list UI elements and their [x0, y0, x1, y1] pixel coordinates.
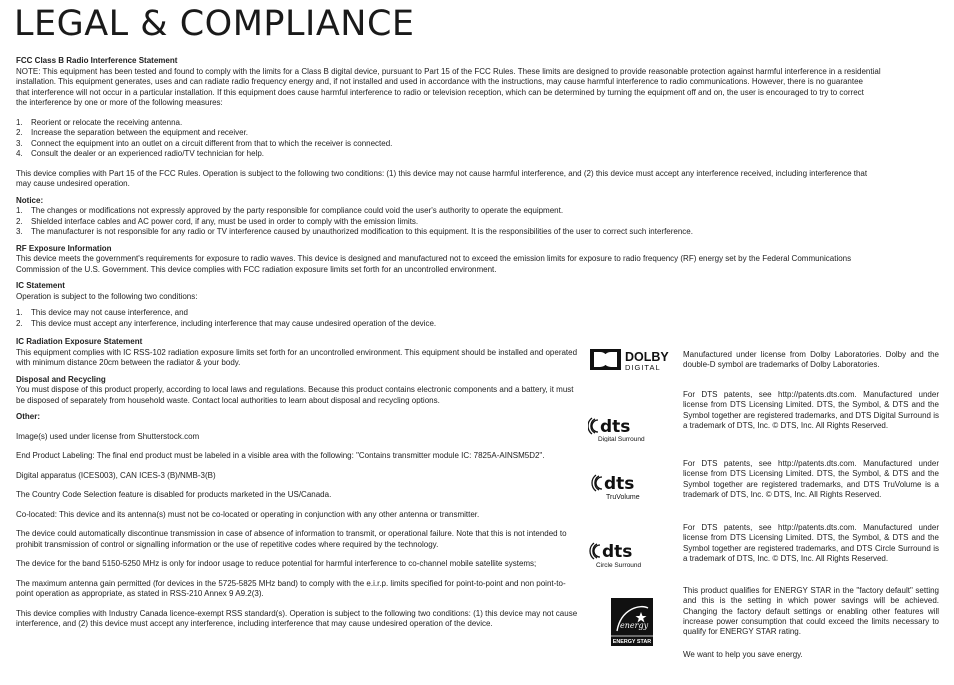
fcc-line: the interference by one or more of the following measures: — [16, 98, 223, 107]
other-paragraph: The device could automatically discontinue transmission in case of absence of information to transmit, or operational failure. Note that this is not intended to prohibit transmission of control or signalling information or the use of repetitive codes where required by the technology. — [16, 529, 567, 549]
disposal-text: You must dispose of this product properly, according to local laws and regulations. Because this product contains electronic components and a battery, it must be disposed of separately from household waste. Contact local authorities to learn about disposal and recycling options. — [16, 385, 574, 405]
list-item: 2. This device must accept any interference, including interference that may cause undesired operation of the device. — [16, 318, 437, 328]
dts-brand: dts — [604, 474, 635, 494]
dts-digital-surround-logo — [588, 412, 648, 442]
list-item: 3. The manufacturer is not responsible for any radio or TV interference caused by unauthorized modification to this equipment. It is the responsibilities of the user to correct such interference. — [16, 227, 693, 236]
other-paragraph: The Country Code Selection feature is disabled for products marketed in the US/Canada. — [16, 490, 332, 499]
list-item: 2. Increase the separation between the equipment and receiver. — [16, 128, 249, 137]
ic-radiation-heading: IC Radiation Exposure Statement — [16, 337, 143, 346]
list-item: 4. Consult the dealer or an experienced radio/TV technician for help. — [16, 149, 265, 158]
other-paragraph: The device for the band 5150-5250 MHz is only for indoor usage to reduce potential for harmful interference to co-channel mobile satellite systems; — [16, 559, 537, 568]
dolby-brand: DOLBY — [625, 350, 669, 364]
page-title: LEGAL & COMPLIANCE — [14, 4, 415, 44]
svg-text:energy: energy — [620, 621, 649, 630]
energy-star-footer: We want to help you save energy. — [683, 650, 803, 659]
list-item: 1. Reorient or relocate the receiving antenna. — [16, 117, 183, 127]
full-width-section — [16, 56, 954, 329]
rf-heading: RF Exposure Information — [16, 243, 112, 253]
list-item: 1. The changes or modifications not expressly approved by the party responsible for compliance could void the user's authority to operate the equipment. — [16, 206, 564, 215]
dts-digital-license-text: For DTS patents, see http://patents.dts.com. Manufactured under license from DTS Licensing Limited. DTS, the Symbol, & DTS and the Symbol together are registered trademarks, and DTS Digital Surround is a trademark of DTS, Inc. © DTS, Inc. All Rights Reserved. — [683, 390, 939, 430]
fcc-heading: FCC Class B Radio Interference Statement — [16, 56, 178, 65]
dts-truvolume-logo — [588, 469, 648, 501]
disposal-heading: Disposal and Recycling — [16, 374, 106, 384]
fcc-line: installation. This equipment generates, uses and can radiate radio frequency energy and, if not installed and used in accordance with the instructions, may cause harmful interference to radio communications. However, there is no guarantee — [16, 77, 864, 86]
left-column — [16, 337, 581, 630]
fcc-compliance-line: This device complies with Part 15 of the FCC Rules. Operation is subject to the following two conditions: (1) this device may not cause harmful interference, and (2) this device must accept any interference received, including interference that — [16, 168, 868, 178]
fcc-measures-list — [16, 118, 954, 160]
other-paragraph: Co-located: This device and its antenna(s) must not be co-located or operating in conjunction with any other antenna or transmitter. — [16, 509, 480, 519]
notice-heading: Notice: — [16, 195, 44, 205]
other-paragraph: Digital apparatus (ICES003), CAN ICES-3 (B)/NMB-3(B) — [16, 470, 216, 480]
ic-heading: IC Statement — [16, 281, 65, 290]
dolby-sub: DIGITAL — [625, 363, 661, 372]
dolby-license-text: Manufactured under license from Dolby Laboratories. Dolby and the double-D symbol are trademarks of Dolby Laboratories. — [683, 350, 939, 370]
list-item: 2. Shielded interface cables and AC power cord, if any, must be used in order to comply with the emission limits. — [16, 216, 419, 226]
dts-sub: TruVolume — [606, 494, 640, 501]
dts-sub: Digital Surround — [598, 436, 645, 442]
ic-intro: Operation is subject to the following two conditions: — [16, 291, 198, 301]
other-paragraph: Image(s) used under license from Shutterstock.com — [16, 431, 200, 441]
ic-radiation-text: This equipment complies with IC RSS-102 radiation exposure limits set forth for an uncontrolled environment. This equipment should be installed and operated with minimum distance 20cm between the radiator & your body. — [16, 347, 578, 367]
other-paragraph: The maximum antenna gain permitted (for devices in the 5725-5825 MHz band) to comply with the e.i.r.p. limits specified for point-to-point and non point-to-point operation as appropriate, as stated in RSS-210 Annex 9 A9.2(3). — [16, 578, 566, 598]
dts-circle-license-text: For DTS patents, see http://patents.dts.com. Manufactured under license from DTS Licensing Limited. DTS, the Symbol, & DTS and the Symbol together are registered trademarks, and DTS Circle Surround is a trademark of DTS, Inc. © DTS, Inc. All Rights Reserved. — [683, 523, 939, 563]
other-paragraph: This device complies with Industry Canada licence-exempt RSS standard(s). Operation is subject to the following two conditions: (1) this device may not cause interference, and (2) this device must accept any interference, including interference that may cause undesired operation of the device. — [16, 608, 578, 628]
dts-truvolume-license-text: For DTS patents, see http://patents.dts.com. Manufactured under license from DTS Licensing Limited. DTS, the Symbol, & DTS and the Symbol together are registered trademarks, and DTS TruVolume is a trademark of DTS, Inc. © DTS, Inc. All Rights Reserved. — [683, 459, 939, 499]
dts-brand: dts — [600, 417, 631, 437]
list-item: 3. Connect the equipment into an outlet on a circuit different from that to which the receiver is connected. — [16, 138, 393, 148]
notice-list — [16, 206, 954, 238]
dts-sub: Circle Surround — [596, 562, 642, 569]
ic-conditions-list — [16, 308, 954, 329]
list-item: 1. This device may not cause interference, and — [16, 308, 188, 317]
fcc-line: NOTE: This equipment has been tested and found to comply with the limits for a Class B digital device, pursuant to Part 15 of the FCC Rules. These limits are designed to provide reasonable protection against harmful interference in a residential — [16, 66, 881, 76]
dolby-digital-logo — [588, 346, 688, 374]
energy-star-brand: ENERGY STAR — [612, 639, 652, 645]
fcc-compliance-line: may cause undesired operation. — [16, 179, 130, 188]
dts-circle-surround-logo — [588, 537, 648, 569]
energy-star-text: This product qualifies for ENERGY STAR in the "factory default" setting and this is the setting in which power savings will be achieved. Changing the factory default settings or enabling other features will increase power consumption that could exceed the limits necessary to qualify for ENERGY STAR rating. — [683, 586, 939, 637]
rf-line: Commission of the U.S. Government. This device complies with FCC radiation exposure limits set forth for an uncontrolled environment. — [16, 264, 497, 274]
other-heading: Other: — [16, 412, 40, 421]
fcc-line: that interference will not occur in a particular installation. If this equipment does cause harmful interference to radio or television reception, which can be determined by turning the equipment off and on, the user is encouraged to try to correct — [16, 87, 864, 97]
energy-star-logo — [611, 598, 653, 646]
rf-line: This device meets the government's requirements for exposure to radio waves. This device is designed and manufactured not to exceed the emission limits for exposure to radio frequency (RF) energy set by the Federal Communications — [16, 254, 852, 263]
other-paragraph: End Product Labeling: The final end product must be labeled in a visible area with the following: "Contains transmitter module IC: 7825A-AINSM5D2". — [16, 451, 545, 460]
dts-brand: dts — [602, 542, 633, 562]
